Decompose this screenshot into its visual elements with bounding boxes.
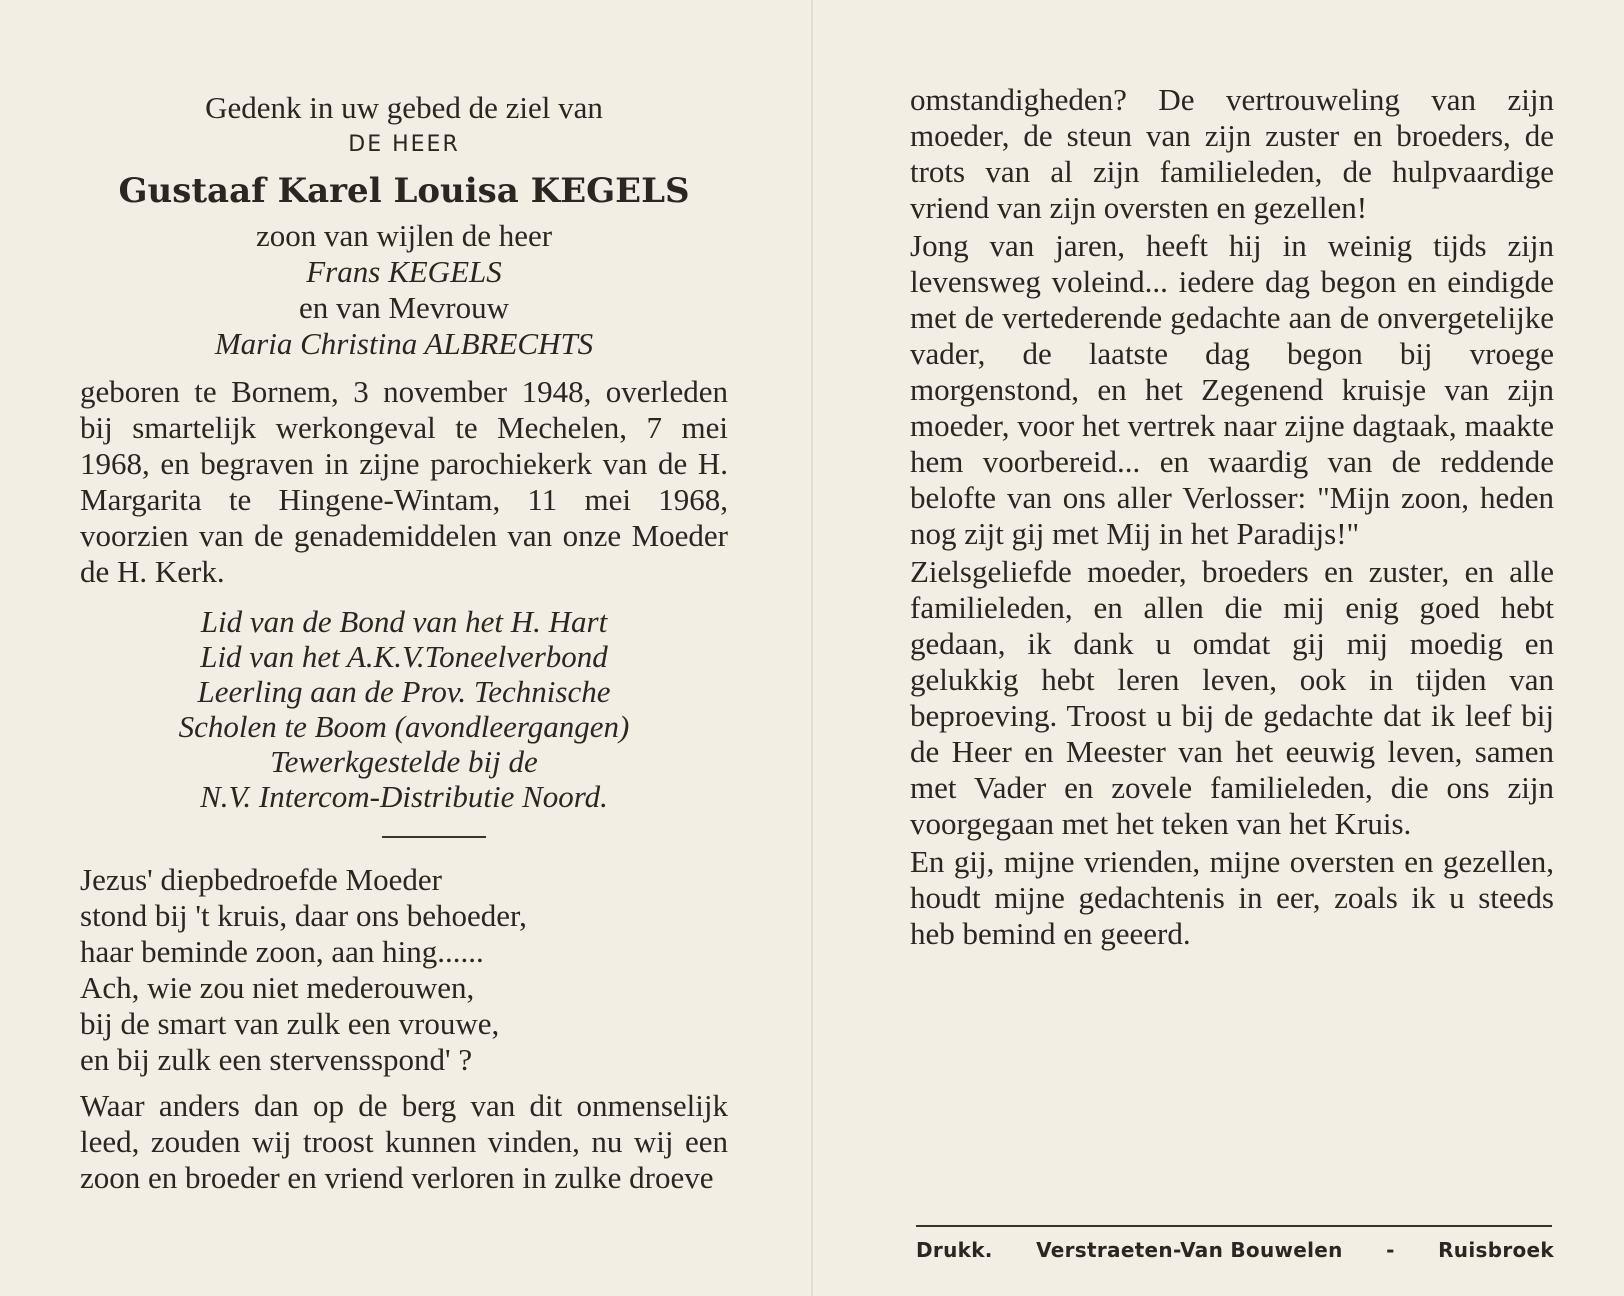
printer-rule (916, 1225, 1552, 1227)
poem-line: Jezus' diepbedroefde Moeder (80, 862, 442, 897)
closing-paragraph: Waar anders dan op de berg van dit onmenselijk leed, zouden wij troost kunnen vinden, nu wij een zoon en broeder en vriend verloren in zulke droeve (80, 1088, 728, 1195)
parents-line: en van Mevrouw (298, 290, 510, 325)
poem-line: Ach, wie zou niet mederouwen, (80, 970, 475, 1005)
memberships-list (80, 604, 728, 814)
printer-place: Ruisbroek (1438, 1238, 1554, 1262)
section-divider (382, 836, 486, 838)
deceased-name: Gustaaf Karel Louisa KEGELS (118, 171, 690, 211)
paragraph: En gij, mijne vrienden, mijne oversten en gezellen, houdt mijne gedachtenis in eer, zoals ik u steeds heb bemind en geeerd. (910, 844, 1554, 951)
card-fold (811, 0, 813, 1296)
poem-line: en bij zulk een stervensspond' ? (80, 1042, 473, 1077)
printer-label: Drukk. (916, 1238, 993, 1262)
title-label: DE HEER (348, 132, 460, 157)
membership-line: Tewerkgestelde bij de (270, 744, 538, 779)
membership-line: Lid van de Bond van het H. Hart (200, 604, 608, 639)
parents-block (80, 218, 728, 362)
printer-separator: - (1386, 1238, 1395, 1262)
father-name: Frans KEGELS (306, 254, 502, 289)
mother-name: Maria Christina ALBRECHTS (214, 326, 594, 361)
membership-line: N.V. Intercom-Distributie Noord. (200, 779, 608, 814)
paragraph: Jong van jaren, heeft hij in weinig tijds zijn levensweg voleind... iedere dag begon en eindigde met de vertederende gedachte aan de onvergetelijke vader, de laatste dag begon bij vroege morgenstond, en het Zegenend kruisje van zijn moeder, voor het vertrek naar zijne dagtaak, maakte hem voorbereid... en waardig van de reddende belofte van ons aller Verlosser: "Mijn zoon, heden nog zijt gij met Mij in het Paradijs!" (910, 228, 1554, 551)
intro-line: Gedenk in uw gebed de ziel van (205, 90, 603, 125)
poem-line: stond bij 't kruis, daar ons behoeder, (80, 898, 527, 933)
left-page (80, 82, 728, 1196)
poem (80, 862, 728, 1078)
paragraph: Zielsgeliefde moeder, broeders en zuster, en alle familieleden, en allen die mij enig goed hebt gedaan, ik dank u omdat gij mij moedig en gelukkig hebt leren leven, ook in tijden van beproeving. Troost u bij de gedachte dat ik leef bij de Heer en Meester van het eeuwig leven, samen met Vader en zovele familieleden, die ons zijn voorgegaan met het teken van het Kruis. (910, 554, 1554, 841)
membership-line: Leerling aan de Prov. Technische (197, 674, 611, 709)
membership-line: Scholen te Boom (avondleergangen) (178, 709, 630, 744)
printer-name: Verstraeten-Van Bouwelen (1036, 1238, 1343, 1262)
paragraph: omstandigheden? De vertrouweling van zijn moeder, de steun van zijn zuster en broeders, de trots van al zijn familieleden, de hulpvaardige vriend van zijn oversten en gezellen! (910, 82, 1554, 225)
poem-line: haar beminde zoon, aan hing...... (80, 934, 484, 969)
parents-line: zoon van wijlen de heer (255, 218, 553, 253)
right-page (910, 82, 1554, 952)
biography: geboren te Bornem, 3 november 1948, overleden bij smartelijk werkongeval te Mechelen, 7 mei 1968, en begraven in zijne parochiekerk van de H. Margarita te Hingene-Wintam, 11 mei 1968, voorzien van de genademiddelen van onze Moeder de H. Kerk. (80, 374, 728, 589)
poem-line: bij de smart van zulk een vrouwe, (80, 1006, 500, 1041)
printer-credit (916, 1238, 1554, 1262)
membership-line: Lid van het A.K.V.Toneelverbond (200, 639, 608, 674)
